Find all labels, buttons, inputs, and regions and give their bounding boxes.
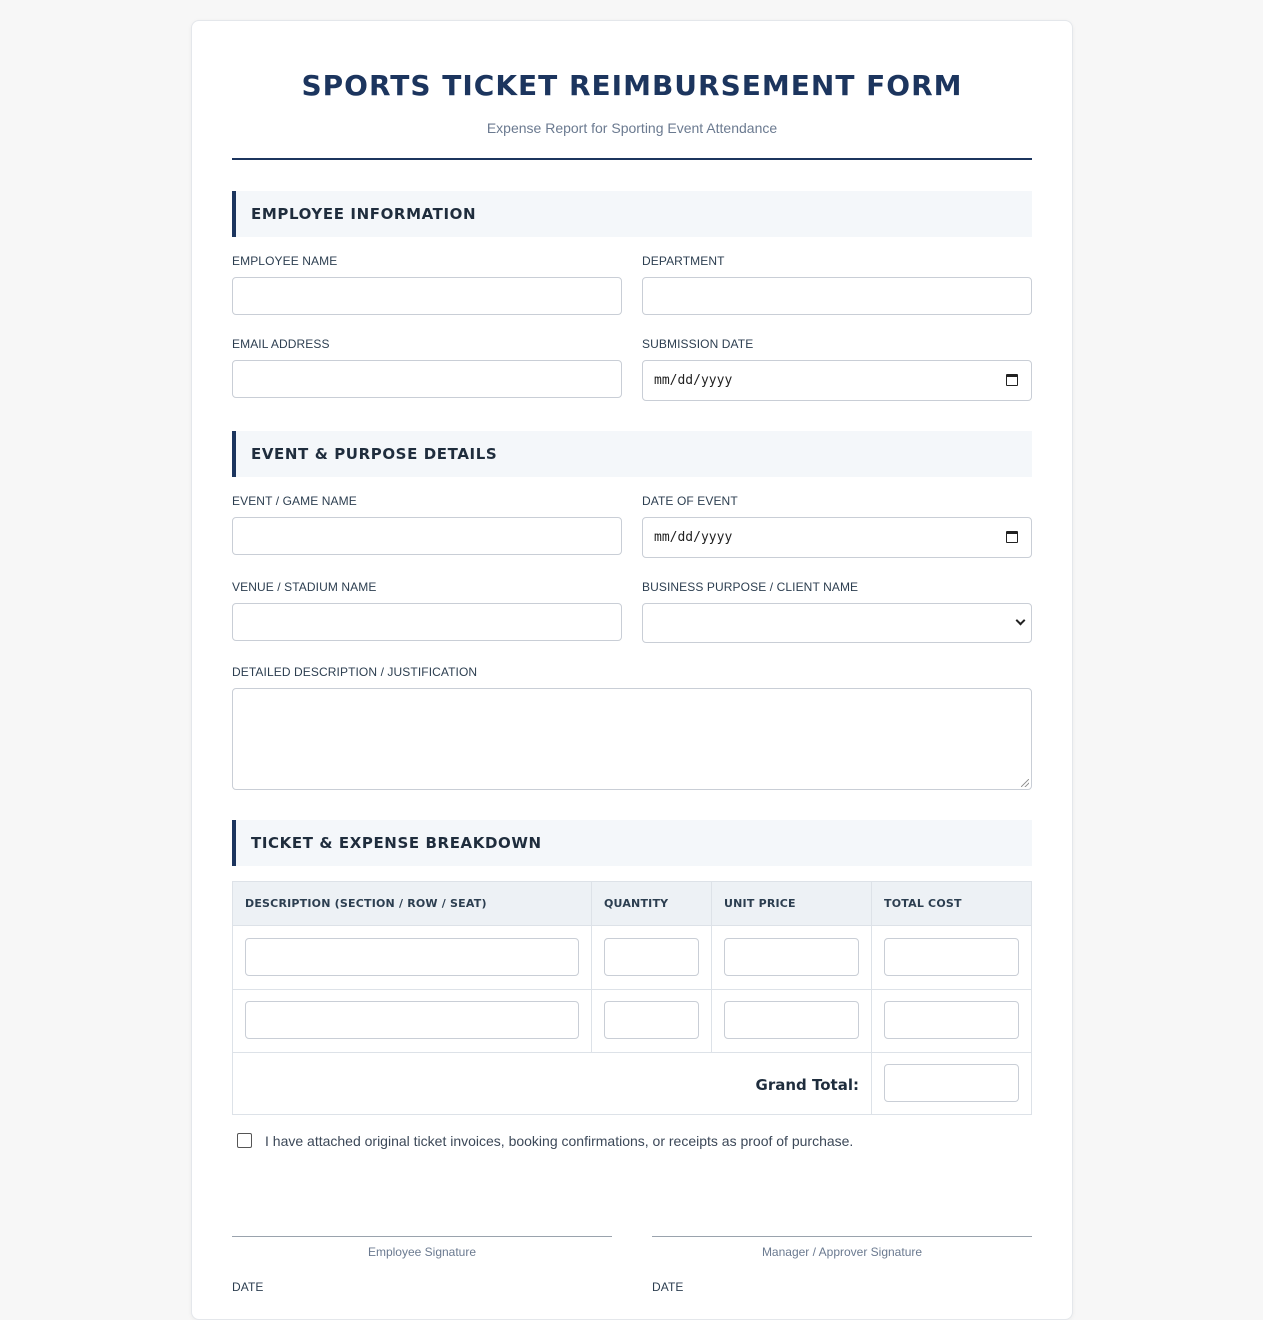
row-1-description-input[interactable] [245, 938, 579, 976]
column-header-quantity: QUANTITY [604, 897, 669, 910]
page-subtitle: Expense Report for Sporting Event Attendance [486, 120, 778, 136]
manager-date-label: DATE [652, 1280, 684, 1294]
purpose-label: BUSINESS PURPOSE / CLIENT NAME [642, 580, 859, 594]
row-1-unit-price-input[interactable] [724, 938, 859, 976]
column-header-unit-price: UNIT PRICE [724, 897, 796, 910]
chevron-down-icon [1016, 616, 1026, 626]
event-name-input[interactable] [232, 517, 622, 555]
column-divider [711, 882, 712, 1052]
email-input[interactable] [232, 360, 622, 398]
date-placeholder: mm/dd/yyyy [654, 530, 733, 545]
resize-handle-icon[interactable] [1021, 779, 1029, 787]
email-label: EMAIL ADDRESS [232, 337, 330, 351]
column-header-total-cost: TOTAL COST [884, 897, 962, 910]
calendar-icon[interactable] [1006, 531, 1018, 543]
grand-total-input[interactable] [884, 1064, 1019, 1102]
venue-label: VENUE / STADIUM NAME [232, 580, 377, 594]
row-2-quantity-input[interactable] [604, 1001, 699, 1039]
section-employee-information [232, 191, 1032, 237]
receipts-attached-label: I have attached original ticket invoices, booking confirmations, or receipts as proof of purchase. [265, 1133, 854, 1149]
purpose-select[interactable] [642, 603, 1032, 643]
row-divider [233, 1052, 1031, 1053]
employee-name-input[interactable] [232, 277, 622, 315]
employee-name-label: EMPLOYEE NAME [232, 254, 338, 268]
row-divider [233, 989, 1031, 990]
section-event-purpose [232, 431, 1032, 477]
department-label: DEPARTMENT [642, 254, 725, 268]
event-date-input[interactable] [642, 517, 1032, 558]
row-1-quantity-input[interactable] [604, 938, 699, 976]
employee-signature-label: Employee Signature [367, 1245, 477, 1259]
description-textarea[interactable] [232, 688, 1032, 790]
submission-date-input[interactable] [642, 360, 1032, 401]
column-header-description: DESCRIPTION (SECTION / ROW / SEAT) [245, 897, 487, 910]
expense-table [232, 881, 1032, 1115]
manager-signature-label: Manager / Approver Signature [761, 1245, 923, 1259]
row-2-unit-price-input[interactable] [724, 1001, 859, 1039]
section-ticket-expense [232, 820, 1032, 866]
row-2-description-input[interactable] [245, 1001, 579, 1039]
table-header [233, 882, 1031, 926]
employee-date-label: DATE [232, 1280, 264, 1294]
grand-total-label: Grand Total: [755, 1076, 859, 1094]
row-1-total-cost-input[interactable] [884, 938, 1019, 976]
department-input[interactable] [642, 277, 1032, 315]
column-divider [871, 882, 872, 1114]
receipts-attached-checkbox[interactable] [237, 1133, 252, 1148]
date-placeholder: mm/dd/yyyy [654, 373, 733, 388]
description-label: DETAILED DESCRIPTION / JUSTIFICATION [232, 665, 478, 679]
section-title: EMPLOYEE INFORMATION [251, 205, 477, 223]
event-date-label: DATE OF EVENT [642, 494, 738, 508]
section-title: EVENT & PURPOSE DETAILS [251, 445, 498, 463]
submission-date-label: SUBMISSION DATE [642, 337, 754, 351]
row-2-total-cost-input[interactable] [884, 1001, 1019, 1039]
title-divider [232, 158, 1032, 160]
calendar-icon[interactable] [1006, 374, 1018, 386]
venue-input[interactable] [232, 603, 622, 641]
employee-signature-line[interactable] [232, 1236, 612, 1237]
manager-signature-line[interactable] [652, 1236, 1032, 1237]
form-card [191, 20, 1073, 1320]
page-title: SPORTS TICKET REIMBURSEMENT FORM [301, 69, 963, 102]
section-title: TICKET & EXPENSE BREAKDOWN [251, 834, 542, 852]
column-divider [591, 882, 592, 1052]
event-name-label: EVENT / GAME NAME [232, 494, 357, 508]
